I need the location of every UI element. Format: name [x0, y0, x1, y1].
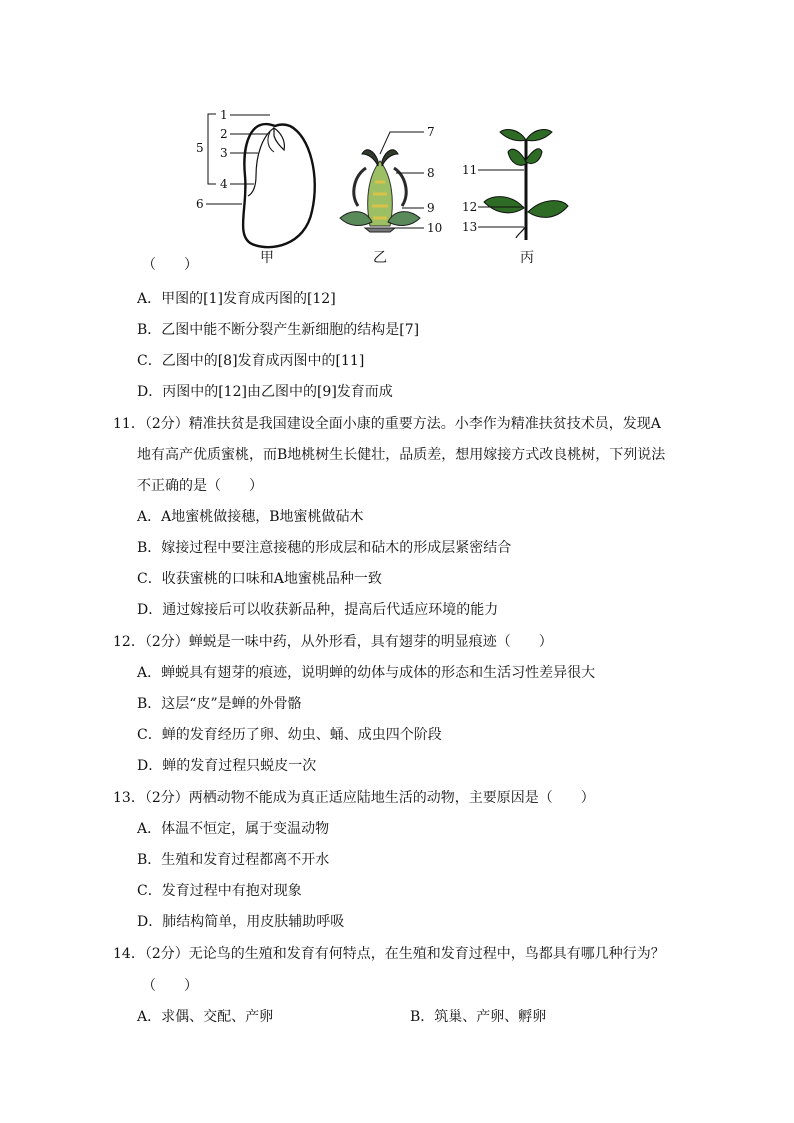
q11-option-d: D．通过嫁接后可以收获新品种，提高后代适应环境的能力 [137, 602, 499, 618]
label-3: 3 [220, 146, 228, 160]
q13-option-b: B．生殖和发育过程都离不开水 [137, 852, 330, 868]
figure-drawing [190, 106, 590, 268]
q12-option-b: B．这层“皮”是蝉的外骨骼 [137, 696, 302, 712]
q14-option-a: A．求偶、交配、产卵 [137, 1009, 274, 1025]
label-9: 9 [427, 201, 435, 215]
label-5: 5 [196, 141, 204, 155]
label-11: 11 [462, 163, 478, 177]
label-4: 4 [220, 177, 228, 191]
caption-yi: 乙 [373, 250, 387, 266]
label-7: 7 [427, 125, 435, 139]
q13-option-a: A．体温不恒定，属于变温动物 [137, 821, 330, 837]
q14-answer-paren: （ ） [142, 978, 198, 994]
label-1: 1 [220, 108, 228, 122]
label-6: 6 [196, 197, 204, 211]
q10-option-d: D．丙图中的[12]由乙图中的[9]发育而成 [137, 384, 393, 400]
caption-jia: 甲 [260, 250, 274, 266]
label-12: 12 [462, 200, 478, 214]
q12-option-a: A．蝉蜕具有翅芽的痕迹，说明蝉的幼体与成体的形态和生活习性差异很大 [137, 665, 596, 681]
q14-stem: 14．（2分）无论鸟的生殖和发育有何特点，在生殖和发育过程中，鸟都具有哪几种行为？ [113, 946, 665, 962]
q13-option-c: C．发育过程中有抱对现象 [137, 883, 302, 899]
q12-stem: 12．（2分）蝉蜕是一味中药，从外形看，具有翅芽的明显痕迹（ ） [113, 634, 553, 650]
label-10: 10 [427, 221, 443, 235]
caption-bing: 丙 [520, 250, 534, 266]
q14-option-b: B．筑巢、产卵、孵卵 [410, 1009, 547, 1025]
label-2: 2 [220, 127, 228, 141]
q10-option-a: A．甲图的[1]发育成丙图的[12] [137, 291, 336, 307]
q10-answer-paren: （ ） [142, 257, 198, 273]
q13-option-d: D．肺结构简单，用皮肤辅助呼吸 [137, 914, 345, 930]
corn-seedling-diagram [340, 132, 424, 232]
biology-figure [190, 106, 590, 268]
q10-option-c: C．乙图中的[8]发育成丙图中的[11] [137, 353, 365, 369]
q13-stem: 13．（2分）两栖动物不能成为真正适应陆地生活的动物，主要原因是（ ） [113, 790, 595, 806]
q10-option-b: B．乙图中能不断分裂产生新细胞的结构是[7] [137, 322, 420, 338]
label-8: 8 [427, 166, 435, 180]
q12-option-c: C．蝉的发育经历了卵、幼虫、蛹、成虫四个阶段 [137, 727, 442, 743]
q11-option-c: C．收获蜜桃的口味和A地蜜桃品种一致 [137, 571, 382, 587]
q11-stem-line-1: 11．（2分）精准扶贫是我国建设全面小康的重要方法。小李作为精准扶贫技术员，发现A [113, 416, 661, 432]
q11-stem-line-2: 地有高产优质蜜桃，而B地桃树生长健壮，品质差，想用嫁接方式改良桃树，下列说法 [137, 447, 666, 463]
label-13: 13 [462, 220, 478, 234]
q11-option-a: A．A地蜜桃做接穗，B地蜜桃做砧木 [137, 509, 364, 525]
q12-option-d: D．蝉的发育过程只蜕皮一次 [137, 758, 317, 774]
q11-option-b: B．嫁接过程中要注意接穗的形成层和砧木的形成层紧密结合 [137, 540, 512, 556]
q11-stem-line-3: 不正确的是（ ） [137, 478, 263, 494]
plant-diagram [478, 130, 568, 240]
